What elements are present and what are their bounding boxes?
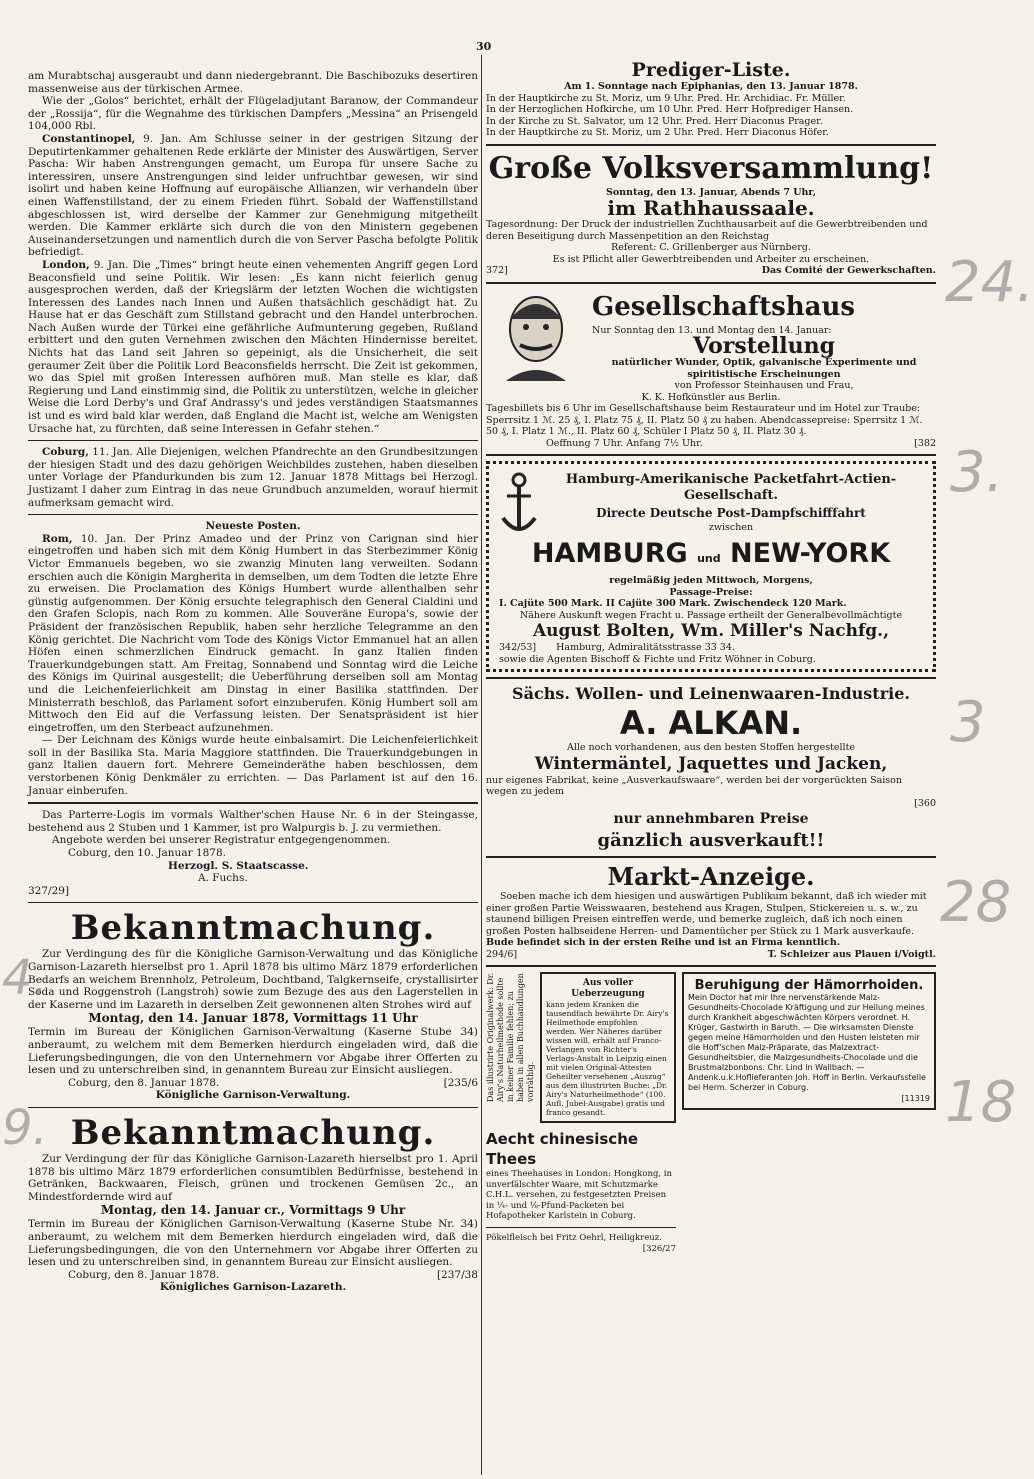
ad-number: [237/38 bbox=[436, 1268, 478, 1281]
divider bbox=[486, 282, 936, 284]
announcement-title: Bekanntmachung. bbox=[70, 1112, 436, 1153]
ad-number: 342/53] bbox=[499, 642, 537, 653]
ad-text: von Professor Steinhausen und Frau, bbox=[674, 380, 854, 391]
divider bbox=[486, 1227, 676, 1228]
handwritten-mark: 3 bbox=[950, 690, 986, 755]
portrait-illustration bbox=[486, 289, 586, 381]
ad-signature: Herzogl. S. Staatscasse. bbox=[168, 859, 309, 872]
ad-text: eines Theehauses in London: Hongkong, in unverfälschter Waare, mit Schutzmarke C.H.L. versehen, zu festgesetzten Preisen in ¼- und ⅛-Pfund-Packeten bei Hofapotheker Karlstein in Coburg. bbox=[486, 1169, 672, 1221]
ad-subtitle: Am 1. Sonntage nach Epiphanias, den 13. Januar 1878. bbox=[564, 81, 858, 92]
ad-text: Hamburg, Admiralitätsstrasse 33 34. bbox=[556, 642, 735, 653]
sermon-line: In der Herzoglichen Hofkirche, um 10 Uhr. Pred. Herr Hofprediger Hansen. bbox=[486, 104, 854, 115]
announcement-title: Bekanntmachung. bbox=[70, 908, 436, 949]
page-number: 30 bbox=[476, 40, 492, 53]
sermon-line: In der Kirche zu St. Salvator, um 12 Uhr. Pred. Herr Diaconus Prager. bbox=[486, 115, 823, 127]
ad-subtitle: Directe Deutsche Post-Dampfschifffahrt bbox=[596, 506, 866, 521]
ad-text: Pökelfleisch bei Fritz Oehrl, Heiligkreuz. bbox=[486, 1232, 662, 1243]
article-text: 9. Jan. Die „Times“ bringt heute einen vehementen Angriff gegen Lord Beaconsfield und seine Politik. Wir lesen: „Es kann nicht feierlich genug ausgesprochen werden, daß der Kriegslärm der letzten Wochen die wichtigsten Interessen des Landes nach Innen und Außen thatsächlich geschädigt hat. Zu Hause hat er das Geschäft zum Stillstand gebracht und den Handel unterbrochen. Nach Außen wurde der Türkei eine gefährliche Aufmunterung gegeben, Rußland erbittert und den guten Vernehmen zwischen den Mächten Hindernisse bereitet. Nichts hat das Land seit Jahren so gepeinigt, als die Unsicherheit, die seit geraumer Zeit über die Politik Lord Beaconsfields herrscht. Die Zeit ist gekommen, wo das Spiel mit großen Interessen aufhören muß. Man stelle es klar, daß Regierung und Land einstimmig sind, die Politik zu unterstützen, welche in gleicher Weise die Lord Derby's und Graf Andrassy's und jedes verständigen Staatsmannes ist und es wird bald klar werden, daß England die Macht ist, welche am Wenigsten Ursache hat, zu fürchten, daß seine Interessen in Gefahr stehen.“ bbox=[28, 258, 478, 435]
beruhigung-ad bbox=[682, 972, 936, 1110]
ad-text: Tagesordnung: Der Druck der industriellen Zuchthausarbeit auf die Gewerbtreibenden und deren Beseitigung durch Massenpetition an den Reichstag bbox=[486, 219, 928, 242]
ad-text: Das Parterre-Logis im vormals Walther'schen Hause Nr. 6 in der Steingasse, bestehend aus 2 Stuben und 1 Kammer, ist pro Walpurgis b. J. zu vermiethen. bbox=[28, 809, 478, 834]
ad-place: Coburg, den 8. Januar 1878. bbox=[68, 1268, 220, 1281]
hamburg-amerika-ad bbox=[486, 461, 936, 672]
airy-ad bbox=[540, 972, 676, 1123]
ad-place: im Rathhaussaale. bbox=[607, 196, 815, 220]
divider bbox=[28, 1107, 478, 1108]
ad-text: Nähere Auskunft wegen Fracht u. Passage ertheilt der Generalbevollmächtigte bbox=[519, 609, 903, 621]
divider bbox=[28, 514, 478, 515]
ad-title: Aecht chinesische Thees bbox=[486, 1130, 639, 1168]
ad-text: sowie die Agenten Bischoff & Fichte und Fritz Wöhner in Coburg. bbox=[499, 653, 816, 665]
ad-text: Oeffnung 7 Uhr. Anfang 7½ Uhr. bbox=[546, 437, 703, 449]
handwritten-mark: 4. bbox=[2, 950, 48, 1006]
ad-number: [235/6 bbox=[443, 1076, 478, 1089]
ad-signature: Königliche Garnison-Verwaltung. bbox=[155, 1089, 351, 1102]
divider bbox=[486, 677, 936, 679]
ad-text: Es ist Pflicht aller Gewerbtreibenden und Arbeiter zu erscheinen. bbox=[552, 253, 870, 265]
ad-sidebar-text: Das illustrirte Originalwerk: Dr. Airy's Naturheilmethode sollte in keiner Familie fehlen; zu haben in allen Buchhandlungen vorräthig. bbox=[486, 972, 535, 1102]
ad-text: Termin im Bureau der Königlichen Garnison-Verwaltung (Kaserne Stube 34) anberaumt, zu welchem mit dem Bemerken hierdurch eingeladen wird, daß die Lieferungsbedingungen, die von den Unternehmern vor Abgabe ihrer Offerten zu lesen und zu unterschreiben sind, in genanntem Bureau zur Einsicht ausliegen. bbox=[28, 1026, 478, 1077]
ad-text: Zur Verdingung der für das Königliche Garnison-Lazareth hierselbst pro 1. April 1878 bis ultimo März 1879 erforderlichen consumtiblen Bedürfnisse, bestehend in Getränken, Backwaaren, Fleisch, grünen und trockenen Gemüsen 2c., an Mindestfordernde wird auf bbox=[28, 1152, 478, 1203]
ad-title: Prediger-Liste. bbox=[631, 59, 791, 81]
divider bbox=[28, 440, 478, 441]
ad-text: Soeben mache ich dem hiesigen und auswärtigen Publikum bekannt, daß ich wieder mit einer großen Partie Weisswaaren, bestehend aus Kragen, Stulpen, Stickereien u. s. w., zu staunend billigen Preisen eintreffen werde, und bemerke zugleich, daß ich noch einen großen Posten halbseidene Herren- und Damentücher per Stück zu 1 Mark ausverkaufe. bbox=[486, 891, 927, 937]
ad-city: NEW-YORK bbox=[730, 538, 891, 569]
article-text: — Der Leichnam des Königs wurde heute einbalsamirt. Die Leichenfeierlichkeit soll in der Basilika Sta. Maria Maggiore stattfinden. Die Trauerkundgebungen in ganz Italien dauern fort. Mehrere Gemeinderäthe haben beschlossen, dem verstorbenen König Denkmäler zu errichten. — Das Parlament ist auf den 16. Januar einberufen. bbox=[28, 734, 478, 797]
ad-text: Bude befindet sich in der ersten Reihe und ist an Firma kenntlich. bbox=[486, 937, 841, 948]
ad-text: nur eigenes Fabrikat, keine „Ausverkaufswaare“, werden bei der vorgerückten Saison wegen zu jedem bbox=[486, 774, 903, 797]
article-text: 10. Jan. Der Prinz Amadeo und der Prinz von Carignan sind hier eingetroffen und haben sich mit dem König Humbert in das Sterbezimmer König Victor Emmanuels begeben, wo sie zwanzig Minuten lang verweilten. Sodann erschien auch die Königin Margherita in demselben, um dem Todten die letzte Ehre zu erweisen. Die Proclamation des Königs Humbert wurde allenthalben sehr günstig aufgenommen. Der König ersuchte telegraphisch den General Cialdini und den Grafen Sclopis, nach Rom zu kommen. Alle Souveräne Europa's, sowie der Präsident der französischen Republik, haben sehr herzliche Telegramme an den König gerichtet. Die Nachricht vom Tode des Königs Victor Emmanuel hat an allen Höfen einen schmerzlichen Eindruck gemacht. In ganz Italien finden Trauerkundgebungen statt. Am Freitag, Sonnabend und Sonntag wird die Leiche des Königs im Quirinal ausgestellt; die Ueberführung derselben soll am Montag und die Leichenfeierlichkeit am Dinstag in einer Basilika stattfinden. Der Ministerrath beschloß, das Parlament sofort einzuberufen. König Humbert soll am Mittwoch den Eid auf die Verfassung leisten. Der Senatspräsident ist hier eingetroffen, um den Sterbeact aufzunehmen. bbox=[28, 532, 478, 734]
ad-signature: A. Fuchs. bbox=[198, 872, 248, 885]
ad-title: Aus voller Ueberzeugung bbox=[571, 978, 645, 999]
ad-text: Referent: C. Grillenberger aus Nürnberg. bbox=[611, 242, 811, 253]
left-column bbox=[28, 70, 478, 1294]
ad-text: nur annehmbaren Preise bbox=[613, 811, 809, 827]
ad-place: Coburg, den 8. Januar 1878. bbox=[68, 1076, 220, 1089]
sermon-line: In der Hauptkirche zu St. Moriz, um 2 Uhr. Pred. Herr Diaconus Höfer. bbox=[486, 127, 829, 138]
divider bbox=[486, 965, 936, 967]
article-text: 11. Jan. Alle Diejenigen, welchen Pfandrechte an den Grundbesitzungen der hiesigen Stadt und des dazu gehörigen Weichbildes zustehen, haben dieselben unter Vorlage der Pfandurkunden bis zum 12. Januar 1878 Mittags bei Herzogl. Justizamt I daher zum Eintrag in das neue Grundbuch anzumelden, worauf hiermit aufmerksam gemacht wird. bbox=[28, 446, 478, 509]
ad-text: K. K. Hofkünstler aus Berlin. bbox=[641, 391, 781, 403]
ad-text: natürlicher Wunder, Optik, galvanische Experimente und spiritistische Erscheinungen bbox=[611, 357, 917, 380]
column-divider bbox=[481, 55, 482, 1475]
ad-date: Montag, den 14. Januar cr., Vormittags 9 Uhr bbox=[100, 1203, 406, 1218]
ad-signature: Königliches Garnison-Lazareth. bbox=[159, 1281, 347, 1294]
article-text: 9. Jan. Am Schlusse seiner in der gestrigen Sitzung der Deputirtenkammer gehaltenen Rede erklärte der Minister des Auswärtigen, Server Pascha: Wir haben Anstrengungen gemacht, um Europa für unsere Sache zu interessiren, unsere Anstrengungen sind leider unfruchtbar gewesen, wir sind isolirt und haben keine Hoffnung auf europäische Allianzen, wir verhandeln über einen Waffenstillstand, der zu einem Frieden führt. Sobald der Waffenstillstand abgeschlossen ist, wird derselbe der Kammer zur Genehmigung mitgetheilt werden. Die Kammer erklärte sich durch die von den Ministern gegebenen Auseinandersetzungen und namentlich durch die von Server Pascha befolgte Politik befriedigt. bbox=[28, 132, 478, 259]
ad-signature: T. Schleizer aus Plauen i/Voigtl. bbox=[767, 948, 936, 960]
ad-text: zwischen bbox=[708, 522, 754, 534]
ad-text: I. Cajüte 500 Mark. II Cajüte 300 Mark. Zwischendeck 120 Mark. bbox=[499, 598, 847, 609]
dateline: London, bbox=[42, 258, 90, 271]
handwritten-mark: 9. bbox=[2, 1100, 48, 1156]
ad-text: regelmäßig jeden Mittwoch, Morgens, bbox=[609, 575, 813, 586]
anchor-icon bbox=[499, 468, 539, 538]
ad-text: Tagesbillets bis 6 Uhr im Gesellschaftshause beim Restaurateur und im Hotel zur Traube: Sperrsitz 1 ℳ. 25 ₰, I. Platz 75 ₰, II. Platz 50 ₰ zu haben. Abendcassepreise: Sperrsitz 1 ℳ. 50 ₰, I. Platz 1 ℳ., II. Platz 60 ₰, Schüler I Platz 50 ₰, II. Platz 30 ₰. bbox=[486, 403, 923, 437]
ad-signature: Das Comité der Gewerkschaften. bbox=[761, 265, 936, 276]
sermon-list bbox=[486, 93, 936, 139]
handwritten-mark: 24. bbox=[945, 250, 1034, 315]
dateline: Constantinopel, bbox=[42, 132, 136, 145]
divider bbox=[28, 802, 478, 804]
article-text: am Murabtschaj ausgeraubt und dann niedergebrannt. Die Baschibozuks desertiren massenweise aus der türkischen Armee. bbox=[28, 70, 478, 95]
ad-agent: August Bolten, Wm. Miller's Nachfg., bbox=[532, 621, 890, 641]
ad-number: 294/6] bbox=[486, 948, 518, 960]
ad-text: Termin im Bureau der Königlichen Garnison-Verwaltung (Kaserne Stube Nr. 34) anberaumt, zu welchem mit dem Bemerken hierdurch eingeladen wird, daß die Lieferungsbedingungen, die von den Unternehmern vor Abgabe ihrer Offerten zu lesen und zu unterschreiben sind, in genanntem Bureau zur Einsicht ausliegen. bbox=[28, 1218, 478, 1269]
gesellschaftshaus-ad bbox=[486, 289, 936, 450]
ad-text: und bbox=[697, 552, 721, 565]
handwritten-mark: 3. bbox=[950, 440, 1004, 505]
ad-subtitle: Vorstellung bbox=[693, 333, 835, 359]
ad-text: Angebote werden bei unserer Registratur entgegengenommen. bbox=[52, 834, 391, 847]
divider bbox=[486, 856, 936, 858]
handwritten-mark: 28 bbox=[940, 870, 1012, 935]
ad-number: [382 bbox=[914, 437, 936, 449]
divider bbox=[28, 902, 478, 903]
section-heading: Neueste Posten. bbox=[205, 520, 301, 533]
ad-title: Markt-Anzeige. bbox=[607, 862, 815, 891]
ad-text: gänzlich ausverkauft!! bbox=[597, 830, 825, 851]
ad-brand: A. ALKAN. bbox=[619, 704, 803, 742]
ad-number: 372] bbox=[486, 265, 508, 276]
dateline: Coburg, bbox=[42, 446, 89, 459]
ad-title: Beruhigung der Hämorrhoiden. bbox=[694, 978, 924, 993]
ad-date: Montag, den 14. Januar 1878, Vormittags 11 Uhr bbox=[88, 1011, 418, 1026]
ad-text: Zur Verdingung des für die Königliche Garnison-Verwaltung und das Königliche Garnison-Lazareth hierselbst pro 1. April 1878 bis ultimo März 1879 erforderlichen Bedarfs an weichem Brennholz, Petroleum, Dochtband, Talgkernseife, crystallisirter Soda und Roggenstroh (Langstroh) sowie zum Bezuge des aus den Lagerstellen in der Kaserne und im Lazareth in derselben Zeit gewonnenen alten Strohes wird auf bbox=[28, 948, 478, 1011]
ad-title: Große Volksversammlung! bbox=[488, 150, 934, 186]
right-column bbox=[486, 60, 936, 1256]
handwritten-mark: 18 bbox=[945, 1070, 1017, 1135]
ad-date: Sonntag, den 13. Januar, Abends 7 Uhr, bbox=[605, 186, 817, 198]
ad-number: [11319 bbox=[901, 1094, 930, 1103]
ad-number: 327/29] bbox=[28, 884, 70, 897]
ad-title: Sächs. Wollen- und Leinenwaaren-Industrie. bbox=[512, 684, 910, 703]
ad-text: Coburg, den 10. Januar 1878. bbox=[68, 847, 226, 860]
sermon-line: In der Hauptkirche zu St. Moriz, um 9 Uhr. Pred. Hr. Archidiac. Fr. Müller. bbox=[486, 92, 846, 104]
ad-subtitle: Wintermäntel, Jaquettes und Jacken, bbox=[534, 753, 888, 774]
divider bbox=[486, 454, 936, 456]
ad-title: Gesellschaftshaus bbox=[592, 291, 856, 322]
ad-text: Passage-Preise: bbox=[669, 586, 753, 598]
ad-number: [360 bbox=[914, 797, 936, 809]
ad-text: Alle noch vorhandenen, aus den besten Stoffen hergestellte bbox=[566, 742, 856, 753]
article-text: Wie der „Golos“ berichtet, erhält der Flügeladjutant Baranow, der Commandeur der „Rossija“, für die Wegnahme des türkischen Dampfers „Messina“ an Prisengeld 104,000 Rbl. bbox=[28, 95, 478, 133]
ad-title: Hamburg-Amerikanische Packetfahrt-Actien-Gesellschaft. bbox=[565, 472, 897, 504]
ad-city: HAMBURG bbox=[531, 538, 688, 569]
divider bbox=[486, 144, 936, 146]
ad-date: Nur Sonntag den 13. und Montag den 14. Januar: bbox=[592, 324, 832, 336]
ad-number: [326/27 bbox=[642, 1244, 676, 1254]
ad-text: kann jedem Kranken die tausendfach bewährte Dr. Airy's Heilmethode empfohlen werden. Wer Näheres darüber wissen will, erhält auf Franco-Verlangen von Richter's Verlags-Anstalt in Leipzig einen mit vielen Original-Attesten Geheilter versehenen „Auszug“ aus dem illustrirten Buche: „Dr. Airy's Naturheilmethode“ (100. Aufl. Jubel-Ausgabe) gratis und franco gesandt. bbox=[546, 1000, 669, 1117]
dateline: Rom, bbox=[42, 532, 73, 545]
ad-text: Mein Doctor hat mir Ihre nervenstärkende Malz-Gesundheits-Chocolade Kräftigung und zur Heilung meines durch Krankheit abgeschwächten Körpers verordnet. H. Krüger, Gastwirth in Baruth. — Die wirksamsten Dienste gegen meine Hämorrhoiden und den Husten leisteten mir die Hoff'schen Malz-Präparate, das Malzextract-Gesundheitsbier, die Malzgesundheits-Chocolade und die Brustmalzbonbons. Chr. Lind in Wallbach. — Andenk.u.k.Hoflieferanten Joh. Hoff in Berlin. Verkaufsstelle bei Herm. Scherzer in Coburg. bbox=[688, 993, 926, 1092]
